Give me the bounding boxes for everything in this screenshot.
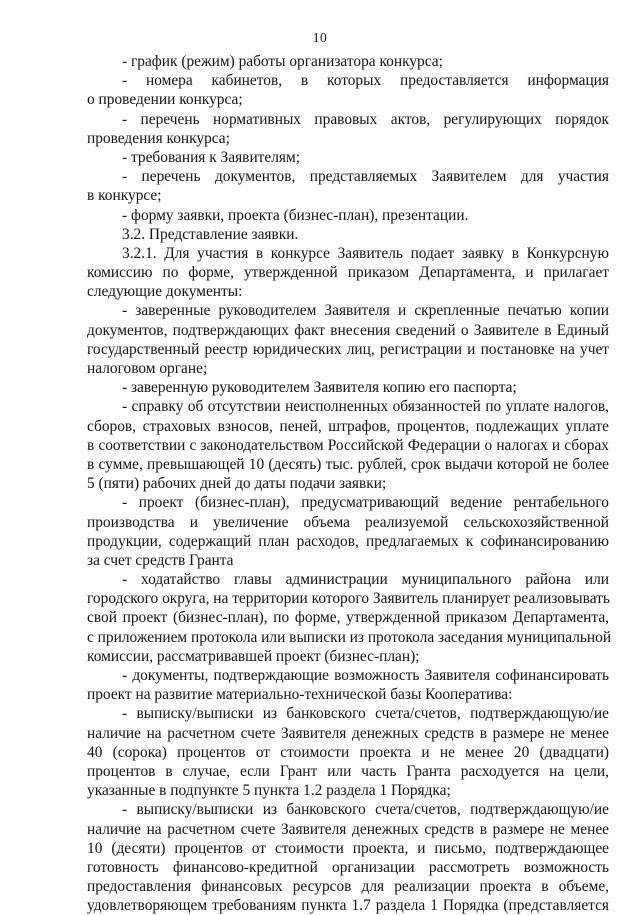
text-line: - справку об отсутствии неисполненных обязанностей по уплате налогов, [122,398,609,416]
text-line: наличие на расчетном счете Заявителя денежных средств в размере не менее [87,820,609,838]
text-line: - проект (бизнес-план), предусматривающий ведение рентабельного [122,494,609,512]
text-line: - график (режим) работы организатора конкурса; [122,53,443,70]
text-line: предоставления финансовых ресурсов для реализации проекта в объеме, [87,878,609,896]
text-line: - требования к Заявителям; [122,148,301,166]
text-line: сборов, страховых взносов, пеней, штрафов, процентов, подлежащих уплате [87,417,609,435]
text-line: 40 (сорока) процентов от стоимости проекта и не менее 20 (двадцати) [87,743,609,761]
text-line: за счет средств Гранта [87,551,234,569]
text-line: - заверенные руководителем Заявителя и скрепленные печатью копии [122,302,609,320]
text-line: комиссии, рассматривавшей проект (бизнес-план); [87,647,420,665]
text-line: о проведении конкурса; [87,91,243,109]
text-line: указанные в подпункте 5 пункта 1.2 раздела 1 Порядка; [87,782,451,800]
text-line: - документы, подтверждающие возможность Заявителя софинансировать [122,667,609,684]
text-line: документов, подтверждающих факт внесения сведений о Заявителе в Единый [87,321,609,339]
text-line: - выписку/выписки из банковского счета/счетов, подтверждающую/ие [122,801,609,819]
text-line: с приложением протокола или выписки из протокола заседания муниципальной [87,628,612,646]
text-line: в конкурсе; [87,187,162,205]
page-number: 10 [312,30,328,45]
text-line: - форму заявки, проекта (бизнес-план), презентации. [122,206,469,224]
text-line: городского округа, на территории которого Заявитель планирует реализовывать [87,590,610,608]
text-line: производства и увеличение объема реализуемой сельскохозяйственной [87,513,609,531]
text-line: удовлетворяющем требованиям пункта 1.7 раздела 1 Порядка (представляется [87,897,609,915]
text-line: наличие на расчетном счете Заявителя денежных средств в размере не менее [87,724,609,742]
text-line: свой проект (бизнес-план), по форме, утвержденной приказом Департамента, [87,609,609,627]
text-line: проведения конкурса; [87,129,230,147]
text-line: процентов в случае, если Грант или часть Гранта расходуется на цели, [87,762,609,780]
text-line: - перечень нормативных правовых актов, регулирующих порядок [122,110,609,128]
text-line: 5 (пяти) рабочих дней до даты подачи заявки; [87,475,387,493]
text-line: - номера кабинетов, в которых предоставляется информация [122,72,609,90]
document-body [87,52,612,915]
text-line: 3.2.1. Для участия в конкурсе Заявитель подает заявку в Конкурсную [122,244,609,262]
text-line: государственный реестр юридических лиц, регистрации и постановке на учет [87,340,609,358]
text-line: налоговом органе; [87,360,208,377]
text-line: проект на развитие материально-технической базы Кооператива: [87,686,513,704]
text-line: комиссию по форме, утвержденной приказом Департамента, и прилагает [87,264,609,282]
text-line: в соответствии с законодательством Российской Федерации о налогах и сборах [87,436,609,454]
text-line: продукции, содержащий план расходов, предлагаемых к софинансированию [87,532,609,550]
text-line: следующие документы: [87,283,243,301]
text-line: готовность финансово-кредитной организации рассмотреть возможность [87,858,609,876]
text-line: 3.2. Представление заявки. [122,225,299,243]
text-line: - ходатайство главы администрации муниципального района или [122,571,609,589]
text-line: - перечень документов, представляемых Заявителем для участия [122,168,609,186]
text-line: в сумме, превышающей 10 (десять) тыс. рублей, срок выдачи которой не более [87,455,609,473]
text-line: 10 (десяти) процентов от стоимости проекта, и письмо, подтверждающее [87,839,609,857]
text-line: - выписку/выписки из банковского счета/счетов, подтверждающую/ие [122,705,609,723]
text-line: - заверенную руководителем Заявителя копию его паспорта; [122,379,517,397]
